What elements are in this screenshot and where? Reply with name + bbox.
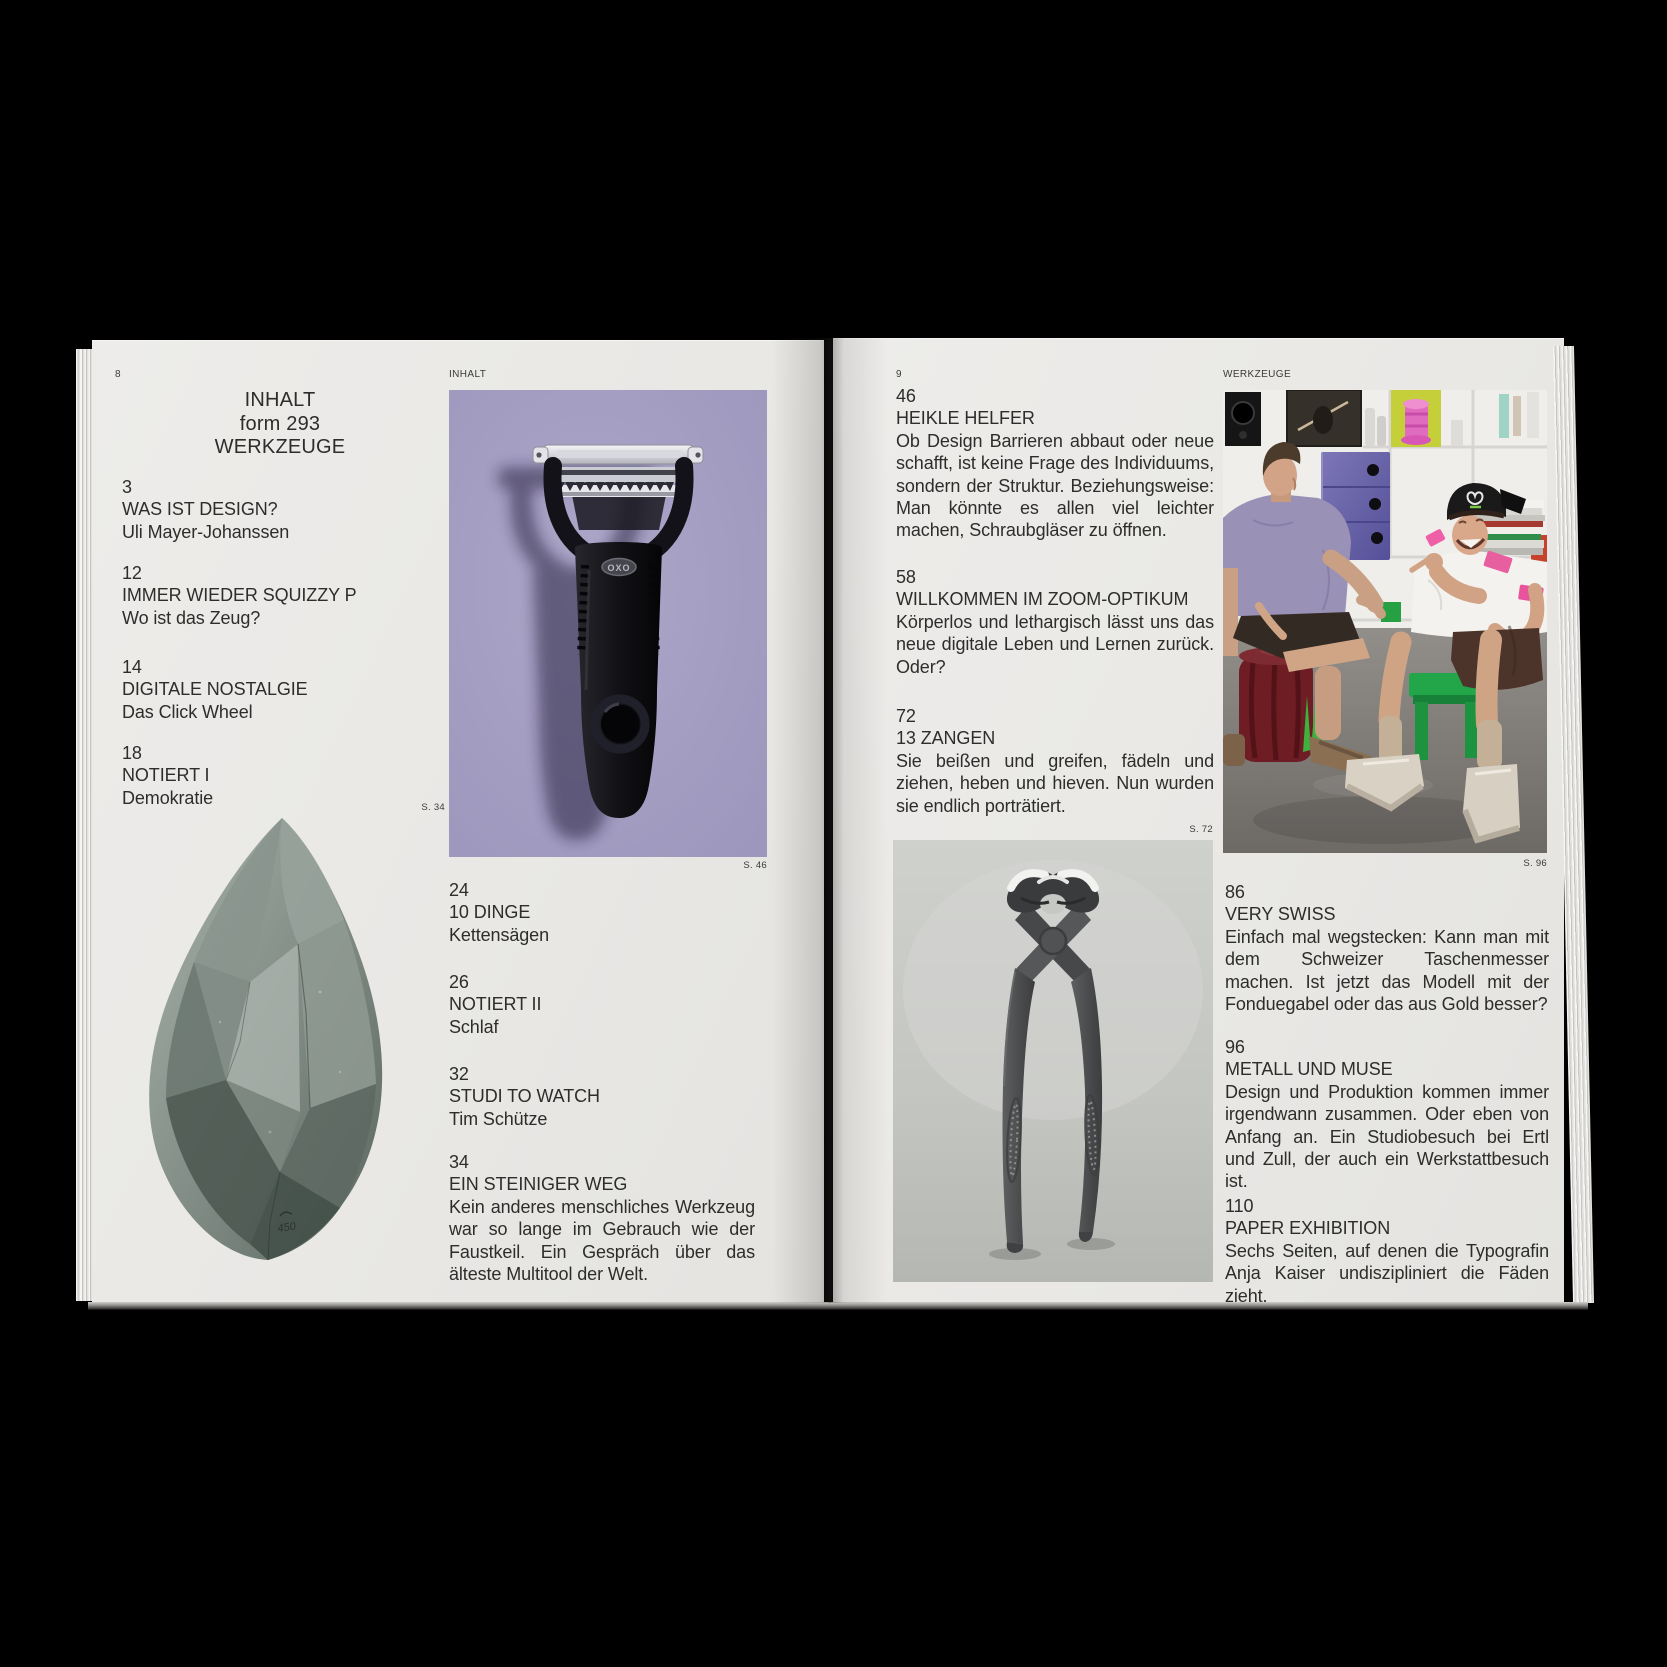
- entry-page-number: 14: [122, 657, 142, 677]
- toc-header-line2: form 293: [239, 412, 321, 435]
- right-page-number: 9: [896, 369, 902, 380]
- toc-entry: [449, 971, 755, 1038]
- page-edge-stack-left: [76, 349, 93, 1301]
- entry-page-number: 58: [896, 567, 916, 587]
- studio-photo: [1223, 390, 1547, 853]
- entry-title: WILLKOMMEN IM ZOOM-OPTIKUM: [896, 589, 1189, 610]
- toc-entry: [1225, 881, 1549, 1015]
- toc-entry: [122, 742, 428, 809]
- page-ref-caption-s96: S. 96: [1523, 858, 1547, 869]
- entry-page-number: 18: [122, 743, 142, 763]
- entry-title: 13 ZANGEN: [896, 728, 996, 749]
- entry-page-number: 24: [449, 880, 469, 900]
- entry-page-number: 12: [122, 563, 142, 583]
- left-page-number: 8: [115, 369, 121, 380]
- entry-description: Tim Schütze: [449, 1108, 548, 1129]
- entry-title: WAS IST DESIGN?: [122, 499, 278, 520]
- entry-page-number: 46: [896, 386, 916, 406]
- toc-entry: [449, 879, 755, 946]
- toc-entry: [122, 476, 428, 543]
- entry-description: Körperlos und lethargisch lässt uns das neue digitale Leben und Lernen zurück. Oder?: [896, 611, 1214, 677]
- entry-description: Kein anderes menschliches Werkzeug war so lange im Gebrauch wie der Faustkeil. Ein Gespräch über das älteste Multitool der Welt.: [449, 1196, 755, 1285]
- entry-description: Schlaf: [449, 1016, 499, 1037]
- entry-page-number: 32: [449, 1064, 469, 1084]
- entry-description: Sechs Seiten, auf denen die Typografin Anja Kaiser undiszipliniert die Fäden zieht.: [1225, 1240, 1549, 1306]
- page-ref-caption-s34: S. 34: [421, 802, 445, 813]
- toc-header-line3: WERKZEUGE: [214, 436, 346, 458]
- entry-page-number: 72: [896, 706, 916, 726]
- entry-page-number: 26: [449, 972, 469, 992]
- entry-description: Uli Mayer-Johanssen: [122, 521, 290, 542]
- left-column-label: INHALT: [449, 369, 487, 380]
- entry-title: VERY SWISS: [1225, 904, 1336, 925]
- entry-page-number: 3: [122, 477, 132, 497]
- entry-page-number: 110: [1225, 1196, 1254, 1216]
- page-ref-caption-s46: S. 46: [743, 860, 767, 871]
- entry-title: NOTIERT II: [449, 994, 542, 1015]
- entry-title: 10 DINGE: [449, 902, 531, 923]
- entry-description: Ob Design Barrieren abbaut oder neue schafft, ist keine Frage des Individuums, sondern der Struktur. Beziehungsweise: Man könnte es allen viel leichter machen, Schraubgläser zu öffnen.: [896, 430, 1214, 541]
- toc-entry: [1225, 1195, 1549, 1307]
- entry-title: NOTIERT I: [122, 765, 210, 786]
- entry-description: Kettensägen: [449, 924, 549, 945]
- toc-entry: [122, 656, 428, 723]
- entry-description: Demokratie: [122, 787, 214, 808]
- toc-entry: [449, 1151, 755, 1285]
- toc-header-line1: INHALT: [244, 389, 316, 411]
- toc-entry: [896, 385, 1214, 542]
- entry-title: HEIKLE HELFER: [896, 408, 1035, 429]
- entry-description: Das Click Wheel: [122, 701, 253, 722]
- entry-title: METALL UND MUSE: [1225, 1059, 1393, 1080]
- stone-axe-image: [130, 812, 402, 1267]
- toc-entry: [896, 566, 1214, 678]
- spine-seam: [829, 338, 830, 1303]
- entry-description: Design und Produktion kommen immer irgendwann zusammen. Oder eben von Anfang an. Ein Studiobesuch bei Ertl und Zull, der auch ein Werkstattbesuch ist.: [1225, 1081, 1549, 1192]
- right-column-label: WERKZEUGE: [1223, 369, 1292, 380]
- entry-title: DIGITALE NOSTALGIE: [122, 679, 308, 700]
- entry-page-number: 86: [1225, 882, 1245, 902]
- entry-description: Einfach mal wegstecken: Kann man mit dem Schweizer Taschenmesser machen. Ist jetzt das Modell mit der Fonduegabel oder das aus Gold besser?: [1225, 926, 1549, 1015]
- page-ref-caption-s72: S. 72: [1189, 824, 1213, 835]
- entry-title: EIN STEINIGER WEG: [449, 1174, 628, 1195]
- toc-entry: [896, 705, 1214, 817]
- peeler-brand-logo: OXO: [607, 563, 631, 573]
- entry-description: Sie beißen und greifen, fädeln und ziehen, heben und hieven. Nun wurden sie endlich porträtiert.: [896, 750, 1214, 816]
- toc-entry: [1225, 1036, 1549, 1193]
- peeler-image: [449, 390, 767, 857]
- entry-description: Wo ist das Zeug?: [122, 607, 261, 628]
- entry-title: IMMER WIEDER SQUIZZY P: [122, 585, 357, 606]
- toc-entry: [449, 1063, 755, 1130]
- stone-handwritten-mark: 450: [276, 1220, 297, 1235]
- entry-page-number: 34: [449, 1152, 469, 1172]
- pincers-image: [893, 840, 1213, 1282]
- entry-page-number: 96: [1225, 1037, 1245, 1057]
- entry-title: PAPER EXHIBITION: [1225, 1218, 1391, 1239]
- toc-entry: [122, 562, 428, 629]
- toc-header: [112, 389, 448, 460]
- entry-title: STUDI TO WATCH: [449, 1086, 600, 1107]
